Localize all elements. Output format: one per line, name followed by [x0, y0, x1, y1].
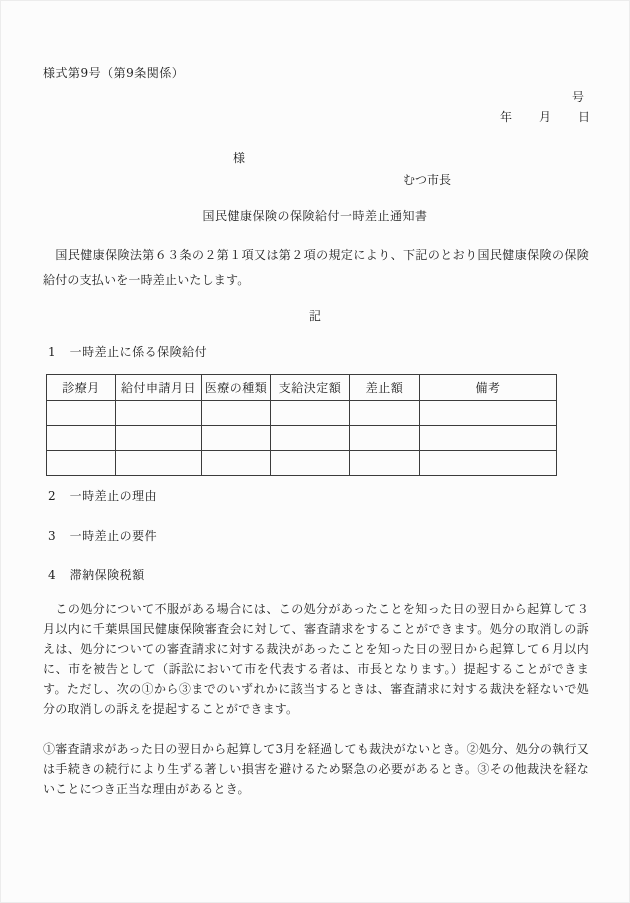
section-item-2-number: 2 — [48, 489, 56, 503]
table-cell — [420, 451, 557, 476]
section-item-2-label: 一時差止の理由 — [69, 489, 158, 503]
table-row — [47, 401, 557, 426]
suspended-benefits-table — [46, 374, 557, 476]
table-cell — [47, 451, 116, 476]
sender-name: むつ市長 — [403, 173, 452, 187]
header-medical-type: 医療の種類 — [202, 375, 271, 401]
table-cell — [271, 401, 350, 426]
appeal-exceptions-paragraph: ①審査請求があった日の翌日から起算して3月を経過しても裁決がないとき。②処分、処分の執行又は手続きの続行により生ずる著しい損害を避けるため緊急の必要があるとき。③その他裁決を経ないことにつき正当な理由があるとき。 — [43, 742, 589, 796]
table-cell — [47, 426, 116, 451]
header-treatment-month: 診療月 — [47, 375, 116, 401]
table-cell — [420, 401, 557, 426]
section-item-2 — [48, 487, 157, 504]
intro-paragraph: 国民健康保険法第６３条の２第１項又は第２項の規定により、下記のとおり国民健康保険の保険給付の支払いを一時差止いたします。 — [43, 248, 589, 287]
section-item-1 — [48, 343, 207, 360]
form-number-label: 様式第9号（第9条関係） — [43, 66, 185, 80]
header-application-date: 給付申請月日 — [116, 375, 202, 401]
addressee-suffix: 様 — [233, 151, 246, 165]
table-cell — [116, 451, 202, 476]
table-cell — [271, 451, 350, 476]
table-cell — [116, 401, 202, 426]
table-cell — [350, 401, 420, 426]
document-number-line: 号 — [571, 90, 584, 104]
section-item-3 — [48, 527, 157, 544]
table-cell — [47, 401, 116, 426]
section-item-1-number: 1 — [48, 345, 56, 359]
section-item-3-label: 一時差止の要件 — [69, 529, 158, 543]
table-header-row — [47, 375, 557, 401]
table-cell — [350, 451, 420, 476]
header-suspended-amount: 差止額 — [350, 375, 420, 401]
table-cell — [420, 426, 557, 451]
table-row — [47, 451, 557, 476]
table-cell — [202, 401, 271, 426]
table-cell — [350, 426, 420, 451]
header-remarks: 備考 — [420, 375, 557, 401]
table-cell — [116, 426, 202, 451]
table-cell — [271, 426, 350, 451]
document-title: 国民健康保険の保険給付一時差止通知書 — [202, 209, 428, 223]
date-line: 年 月 日 — [499, 110, 591, 124]
table-cell — [202, 451, 271, 476]
section-item-4-label: 滞納保険税額 — [69, 568, 145, 582]
section-item-4-number: 4 — [48, 568, 56, 582]
table-row — [47, 426, 557, 451]
table-cell — [202, 426, 271, 451]
section-item-1-label: 一時差止に係る保険給付 — [69, 345, 208, 359]
section-item-3-number: 3 — [48, 529, 56, 543]
section-item-4 — [48, 566, 145, 583]
appeal-notice-paragraph: この処分について不服がある場合には、この処分があったことを知った日の翌日から起算して３月以内に千葉県国民健康保険審査会に対して、審査請求をすることができます。処分の取消しの訴えは、処分についての審査請求に対する裁決があったことを知った日の翌日から起算して６月以内に、市を被告として（訴訟において市を代表する者は、市長となります。）提起することができます。ただし、次の①から③までのいずれかに該当するときは、審査請求に対する裁決を経ないで処分の取消しの訴えを提起することができます。 — [43, 602, 589, 716]
ki-heading: 記 — [308, 309, 321, 323]
header-approved-amount: 支給決定額 — [271, 375, 350, 401]
